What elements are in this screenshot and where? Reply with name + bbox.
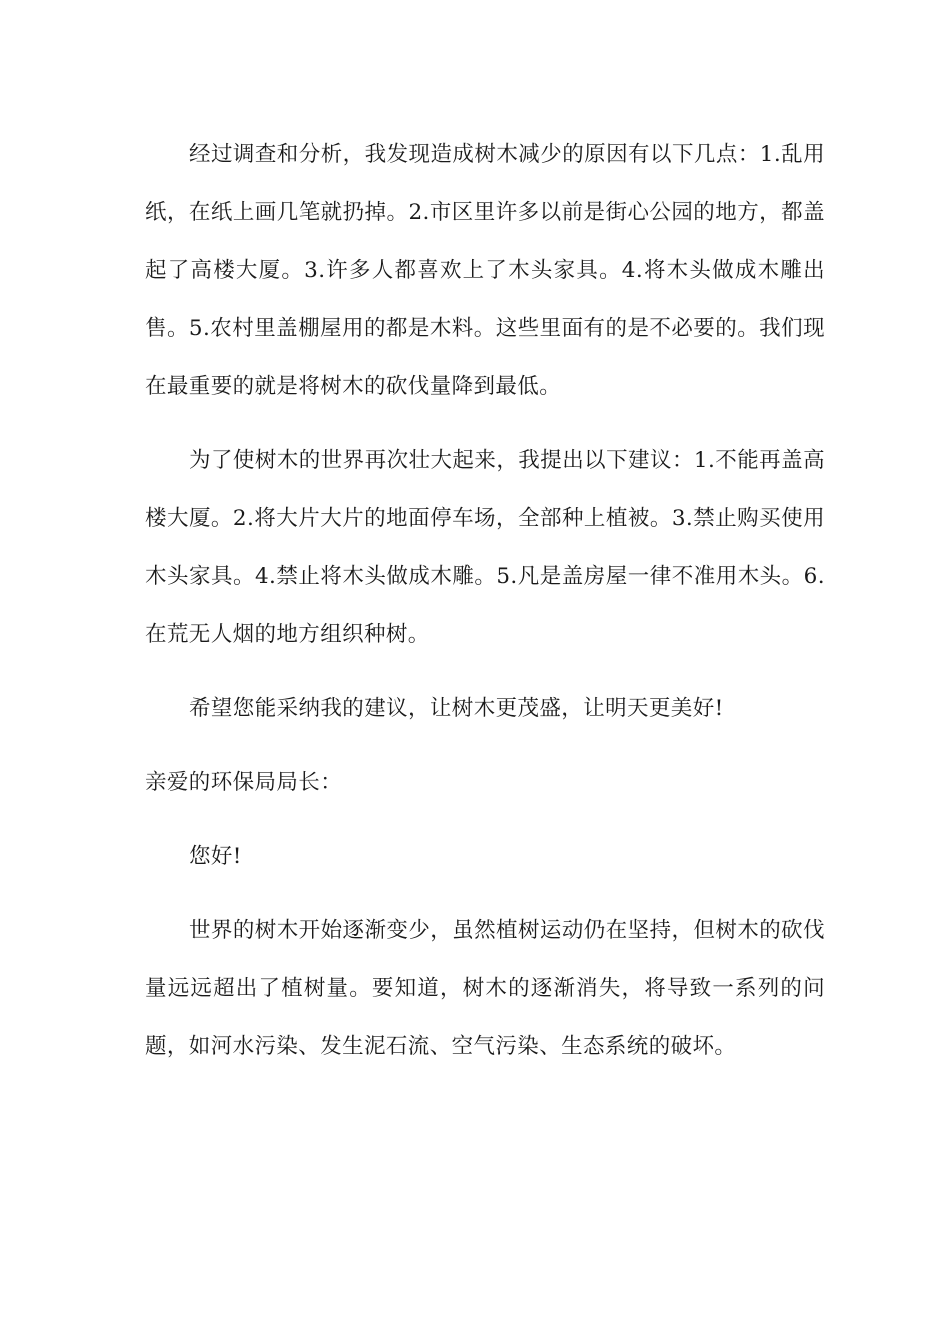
document-page xyxy=(145,126,825,1076)
letter-greeting: 您好! xyxy=(189,844,242,869)
paragraph-intro: 世界的树木开始逐渐变少，虽然植树运动仍在坚持，但树木的砍伐量远远超出了植树量。要知道，树木的逐渐消失，将导致一系列的问题，如河水污染、发生泥石流、空气污染、生态系统的破坏。 xyxy=(145,918,825,1059)
paragraph-reasons: 经过调查和分析，我发现造成树木减少的原因有以下几点：1.乱用纸，在纸上画几笔就扔掉。2.市区里许多以前是街心公园的地方，都盖起了高楼大厦。3.许多人都喜欢上了木头家具。4.将木头做成木雕出售。5.农村里盖棚屋用的都是木料。这些里面有的是不必要的。我们现在最重要的就是将树木的砍伐量降到最低。 xyxy=(145,142,825,399)
letter-salutation: 亲爱的环保局局长： xyxy=(145,770,343,795)
paragraph-suggestions: 为了使树木的世界再次壮大起来，我提出以下建议：1.不能再盖高楼大厦。2.将大片大片的地面停车场，全部种上植被。3.禁止购买使用木头家具。4.禁止将木头做成木雕。5.凡是盖房屋一律不准用木头。6.在荒无人烟的地方组织种树。 xyxy=(145,448,825,647)
paragraph-closing: 希望您能采纳我的建议，让树木更茂盛，让明天更美好! xyxy=(189,696,724,721)
